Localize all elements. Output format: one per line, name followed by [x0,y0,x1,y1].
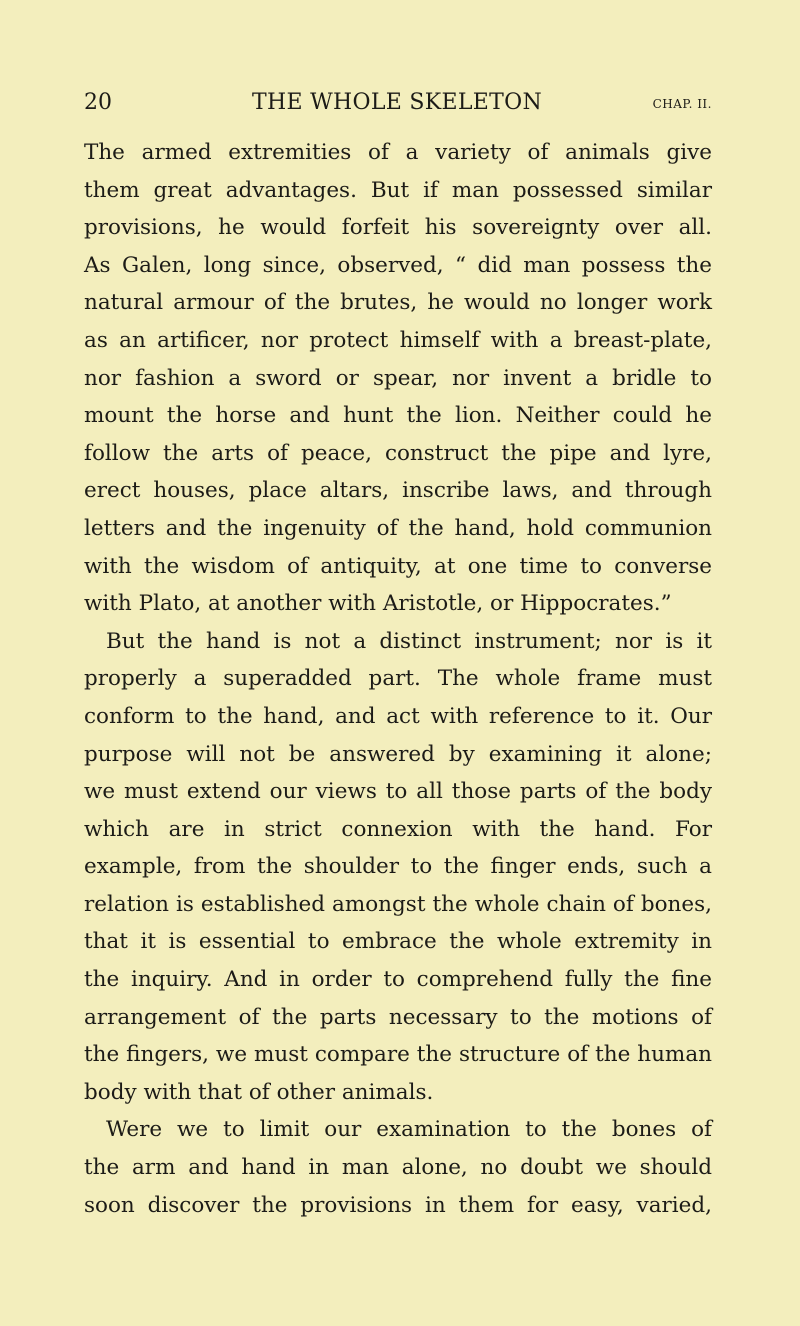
text-line: conform to the hand, and act with reference to it. Our [84,703,712,729]
text-line: soon discover the provisions in them for easy, varied, [84,1192,712,1218]
text-line: the fingers, we must compare the structure of the human [84,1042,712,1068]
text-line: mount the horse and hunt the lion. Neither could he [84,403,712,429]
text-line: Were we to limit our examination to the bones of [106,1117,712,1143]
text-line: with Plato, at another with Aristotle, or Hippocrates.” [84,591,672,617]
page-number: 20 [84,90,112,115]
text-line: as an artificer, nor protect himself with a breast-plate, [84,327,712,353]
running-title: THE WHOLE SKELETON [252,90,543,115]
text-line: letters and the ingenuity of the hand, hold communion [84,515,712,541]
page-header [84,90,712,114]
text-line: with the wisdom of antiquity, at one time to converse [84,553,712,579]
text-line: nor fashion a sword or spear, nor invent a bridle to [84,365,712,391]
text-line: example, from the shoulder to the finger ends, such a [84,854,712,880]
text-line: body with that of other animals. [84,1079,434,1105]
text-line: them great advantages. But if man possessed similar [84,177,712,203]
text-line: natural armour of the brutes, he would no longer work [84,290,712,316]
text-line: relation is established amongst the whole chain of bones, [84,891,712,917]
body-text [84,134,712,1224]
text-line: The armed extremities of a variety of animals give [84,140,712,165]
text-line: erect houses, place altars, inscribe laws, and through [84,478,712,504]
text-line: follow the arts of peace, construct the pipe and lyre, [84,440,712,466]
text-line: But the hand is not a distinct instrument; nor is it [106,628,712,654]
text-line: arrangement of the parts necessary to the motions of [84,1004,712,1030]
chapter-label: CHAP. II. [652,97,712,111]
text-line: properly a superadded part. The whole frame must [84,666,712,692]
text-line: that it is essential to embrace the whole extremity in [84,929,712,955]
text-line: provisions, he would forfeit his sovereignty over all. [84,215,712,241]
text-line: purpose will not be answered by examining it alone; [84,741,712,767]
text-line: which are in strict connexion with the hand. For [84,816,712,842]
text-line: the arm and hand in man alone, no doubt we should [84,1155,712,1181]
text-line: the inquiry. And in order to comprehend fully the fine [84,967,712,993]
text-line: As Galen, long since, observed, “ did man possess the [84,252,712,278]
text-line: we must extend our views to all those parts of the body [84,779,712,805]
